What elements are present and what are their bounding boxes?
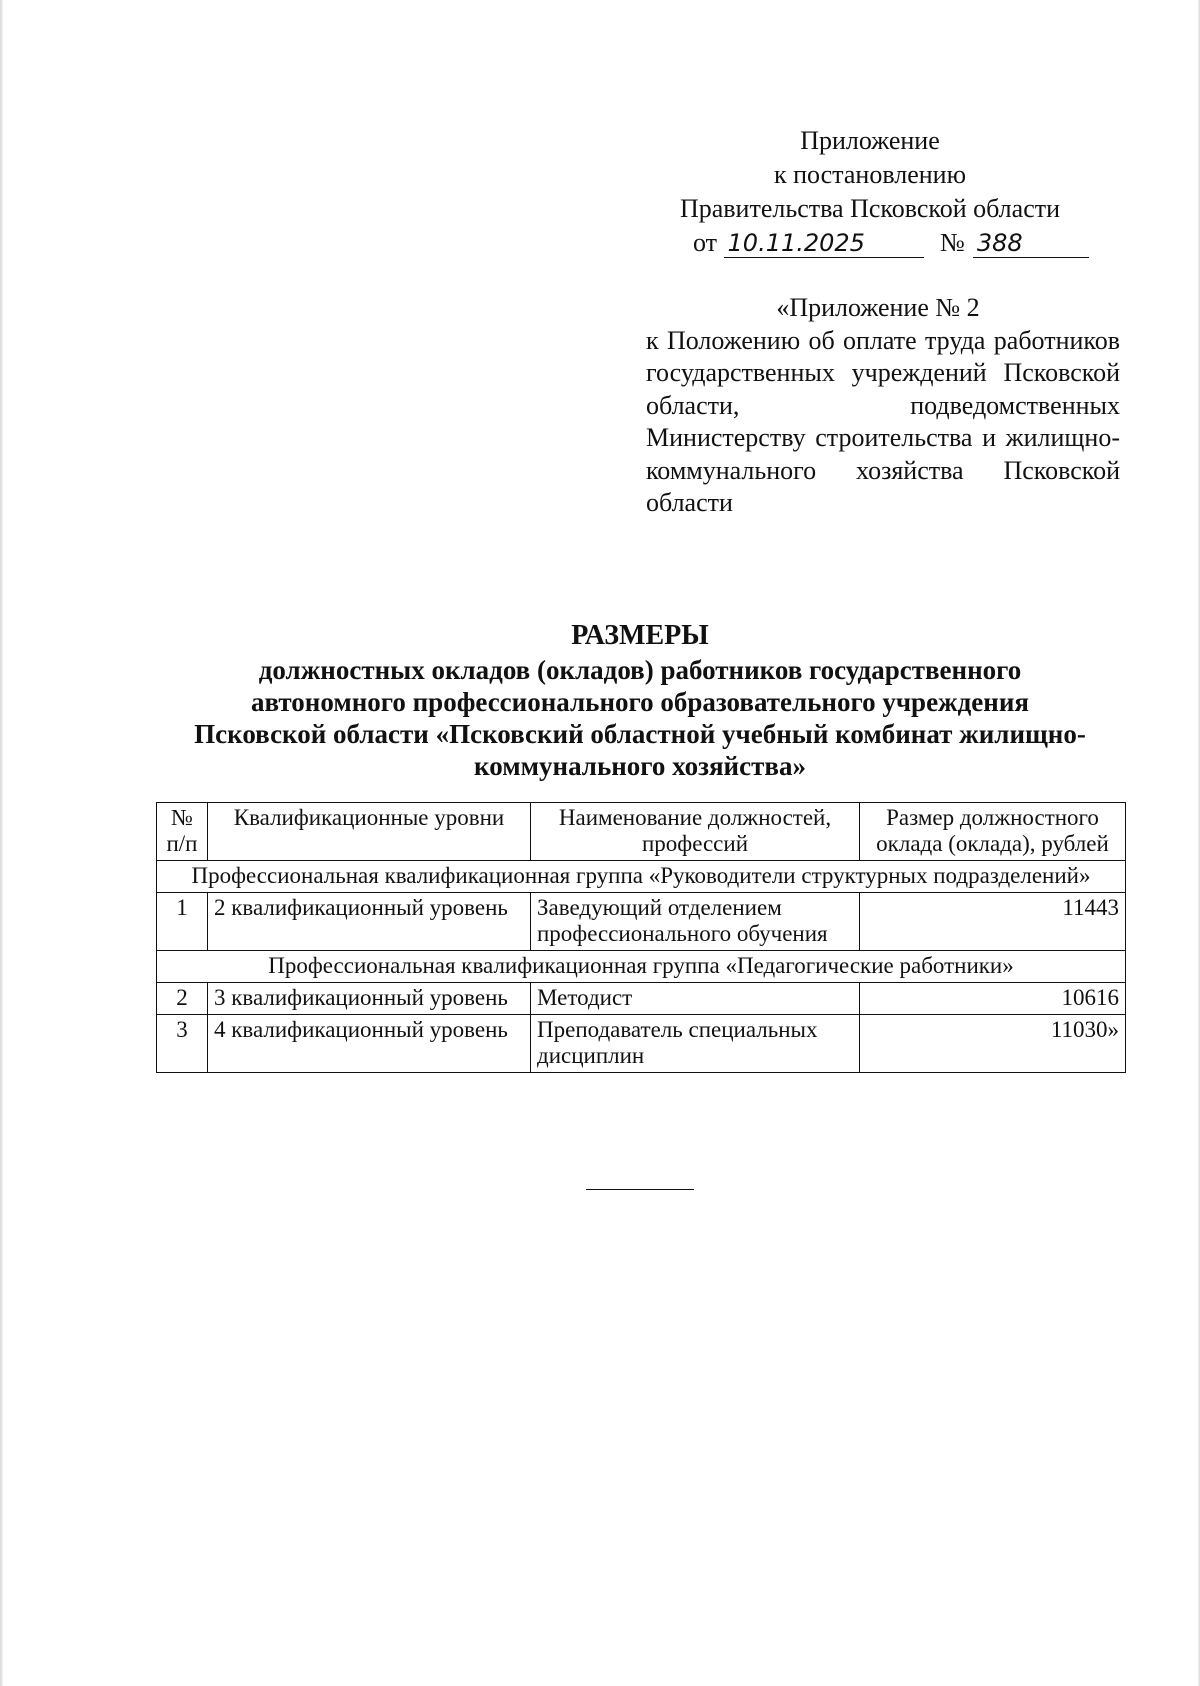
appendix-2-block	[646, 292, 1120, 520]
title-line-1: должностных окладов (окладов) работников государственного	[258, 655, 1022, 685]
table-row	[157, 893, 1126, 951]
salary-table	[156, 802, 1126, 1073]
appendix-2-title: «Приложение № 2	[776, 293, 980, 322]
appendix-2-body: к Положению об оплате труда работников государственных учреждений Псковской области, подведомственных Министерству строительства и жилищно-коммунального хозяйства Псковской	[646, 325, 1120, 485]
group-row	[157, 951, 1126, 983]
row-num: 2	[157, 983, 208, 1015]
header-salary: Размер должностного оклада (оклада), рублей	[860, 803, 1126, 861]
row-num: 1	[157, 893, 208, 951]
government-label: Правительства Псковской области	[679, 194, 1061, 223]
title-line-4: коммунального хозяйства»	[474, 751, 806, 781]
row-level: 4 квалификационный уровень	[208, 1015, 531, 1073]
document-title	[140, 620, 1140, 782]
date-prefix: от	[693, 228, 718, 257]
row-level: 3 квалификационный уровень	[208, 983, 531, 1015]
row-position: Преподаватель специальных дисциплин	[531, 1015, 860, 1073]
title-main: РАЗМЕРЫ	[571, 620, 709, 651]
group-title: Профессиональная квалификационная группа «Руководители структурных подразделений»	[157, 861, 1126, 893]
to-resolution-label: к постановлению	[773, 160, 967, 189]
row-salary: 10616	[860, 983, 1126, 1015]
scan-edge-left	[0, 0, 3, 1686]
appendix-2-last-line: области	[646, 488, 733, 517]
group-title: Профессиональная квалификационная группа «Педагогические работники»	[157, 951, 1126, 983]
resolution-header	[640, 124, 1100, 260]
row-position: Заведующий отделением профессионального обучения	[531, 893, 860, 951]
row-salary: 11030»	[860, 1015, 1126, 1073]
end-divider	[586, 1189, 694, 1190]
table-header-row	[157, 803, 1126, 861]
handwritten-date: 10.11.2025	[724, 229, 924, 258]
date-number-line	[640, 226, 1100, 260]
table-row	[157, 983, 1126, 1015]
header-position: Наименование должностей, профессий	[531, 803, 860, 861]
header-level: Квалификационные уровни	[208, 803, 531, 861]
title-line-3: Псковской области «Псковский областной учебный комбинат жилищно-	[194, 719, 1086, 749]
number-sign: №	[940, 228, 965, 257]
group-row	[157, 861, 1126, 893]
title-line-2: автономного профессионального образовательного учреждения	[250, 687, 1029, 717]
row-position: Методист	[531, 983, 860, 1015]
row-level: 2 квалификационный уровень	[208, 893, 531, 951]
header-num: № п/п	[157, 803, 208, 861]
row-num: 3	[157, 1015, 208, 1073]
appendix-label: Приложение	[800, 126, 940, 155]
handwritten-number: 388	[973, 229, 1089, 258]
table-row	[157, 1015, 1126, 1073]
row-salary: 11443	[860, 893, 1126, 951]
